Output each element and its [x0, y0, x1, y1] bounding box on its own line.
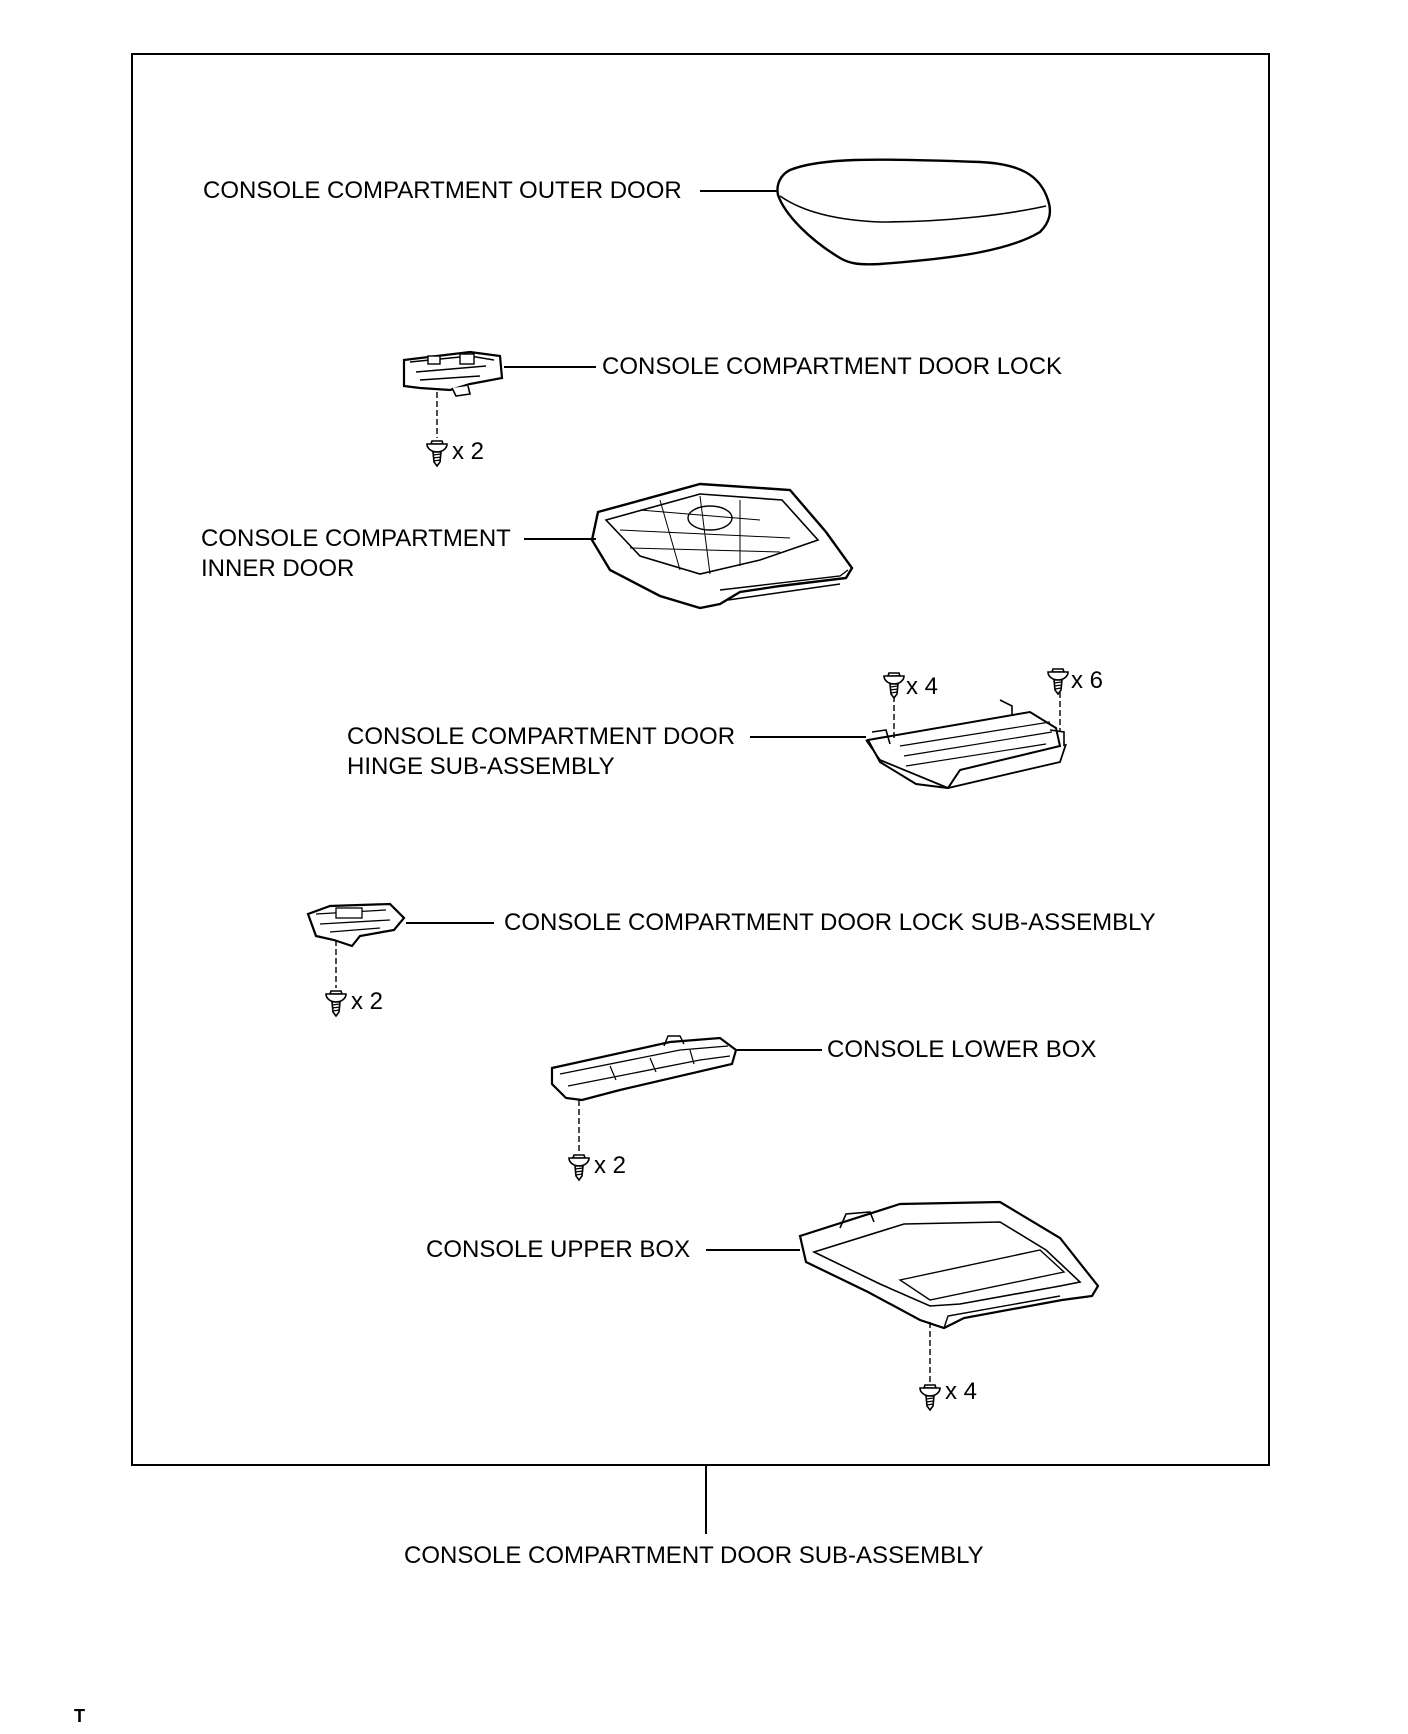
label-hinge-line1: CONSOLE COMPARTMENT DOOR — [347, 723, 736, 750]
hinge-screw-b-icon — [1048, 669, 1068, 694]
upper-box-illustration — [800, 1202, 1098, 1328]
label-door-lock: CONSOLE COMPARTMENT DOOR LOCK — [602, 353, 1063, 380]
inner-door-illustration — [592, 484, 852, 608]
qty-door-lock-screw: x 2 — [452, 438, 485, 465]
label-assembly: CONSOLE COMPARTMENT DOOR SUB-ASSEMBLY — [404, 1542, 984, 1569]
label-outer-door: CONSOLE COMPARTMENT OUTER DOOR — [203, 177, 682, 204]
upper-box-screw-icon — [920, 1385, 940, 1410]
qty-door-lock-sub-screw: x 2 — [351, 988, 384, 1015]
label-hinge-line2: HINGE SUB-ASSEMBLY — [347, 753, 615, 780]
assembly-frame — [132, 54, 1269, 1465]
label-door-lock-sub: CONSOLE COMPARTMENT DOOR LOCK SUB-ASSEMBLY — [504, 909, 1156, 936]
qty-hinge-screw-a: x 4 — [906, 673, 939, 700]
label-inner-door-line1: CONSOLE COMPARTMENT — [201, 525, 511, 552]
door-lock-screw-icon — [427, 441, 447, 466]
door-lock-illustration — [404, 352, 502, 396]
door-lock-sub-illustration — [308, 904, 404, 946]
corner-mark: T — [74, 1706, 85, 1726]
hinge-subassembly-illustration — [866, 700, 1066, 788]
qty-hinge-screw-b: x 6 — [1071, 667, 1104, 694]
lower-box-screw-icon — [569, 1155, 589, 1180]
hinge-screw-a-icon — [884, 673, 904, 698]
outer-door-illustration — [778, 160, 1050, 265]
qty-upper-box-screw: x 4 — [945, 1378, 978, 1405]
label-lower-box: CONSOLE LOWER BOX — [827, 1036, 1097, 1063]
label-inner-door-line2: INNER DOOR — [201, 555, 355, 582]
door-lock-sub-screw-icon — [326, 991, 346, 1016]
qty-lower-box-screw: x 2 — [594, 1152, 627, 1179]
lower-box-illustration — [552, 1036, 736, 1100]
label-upper-box: CONSOLE UPPER BOX — [426, 1236, 691, 1263]
